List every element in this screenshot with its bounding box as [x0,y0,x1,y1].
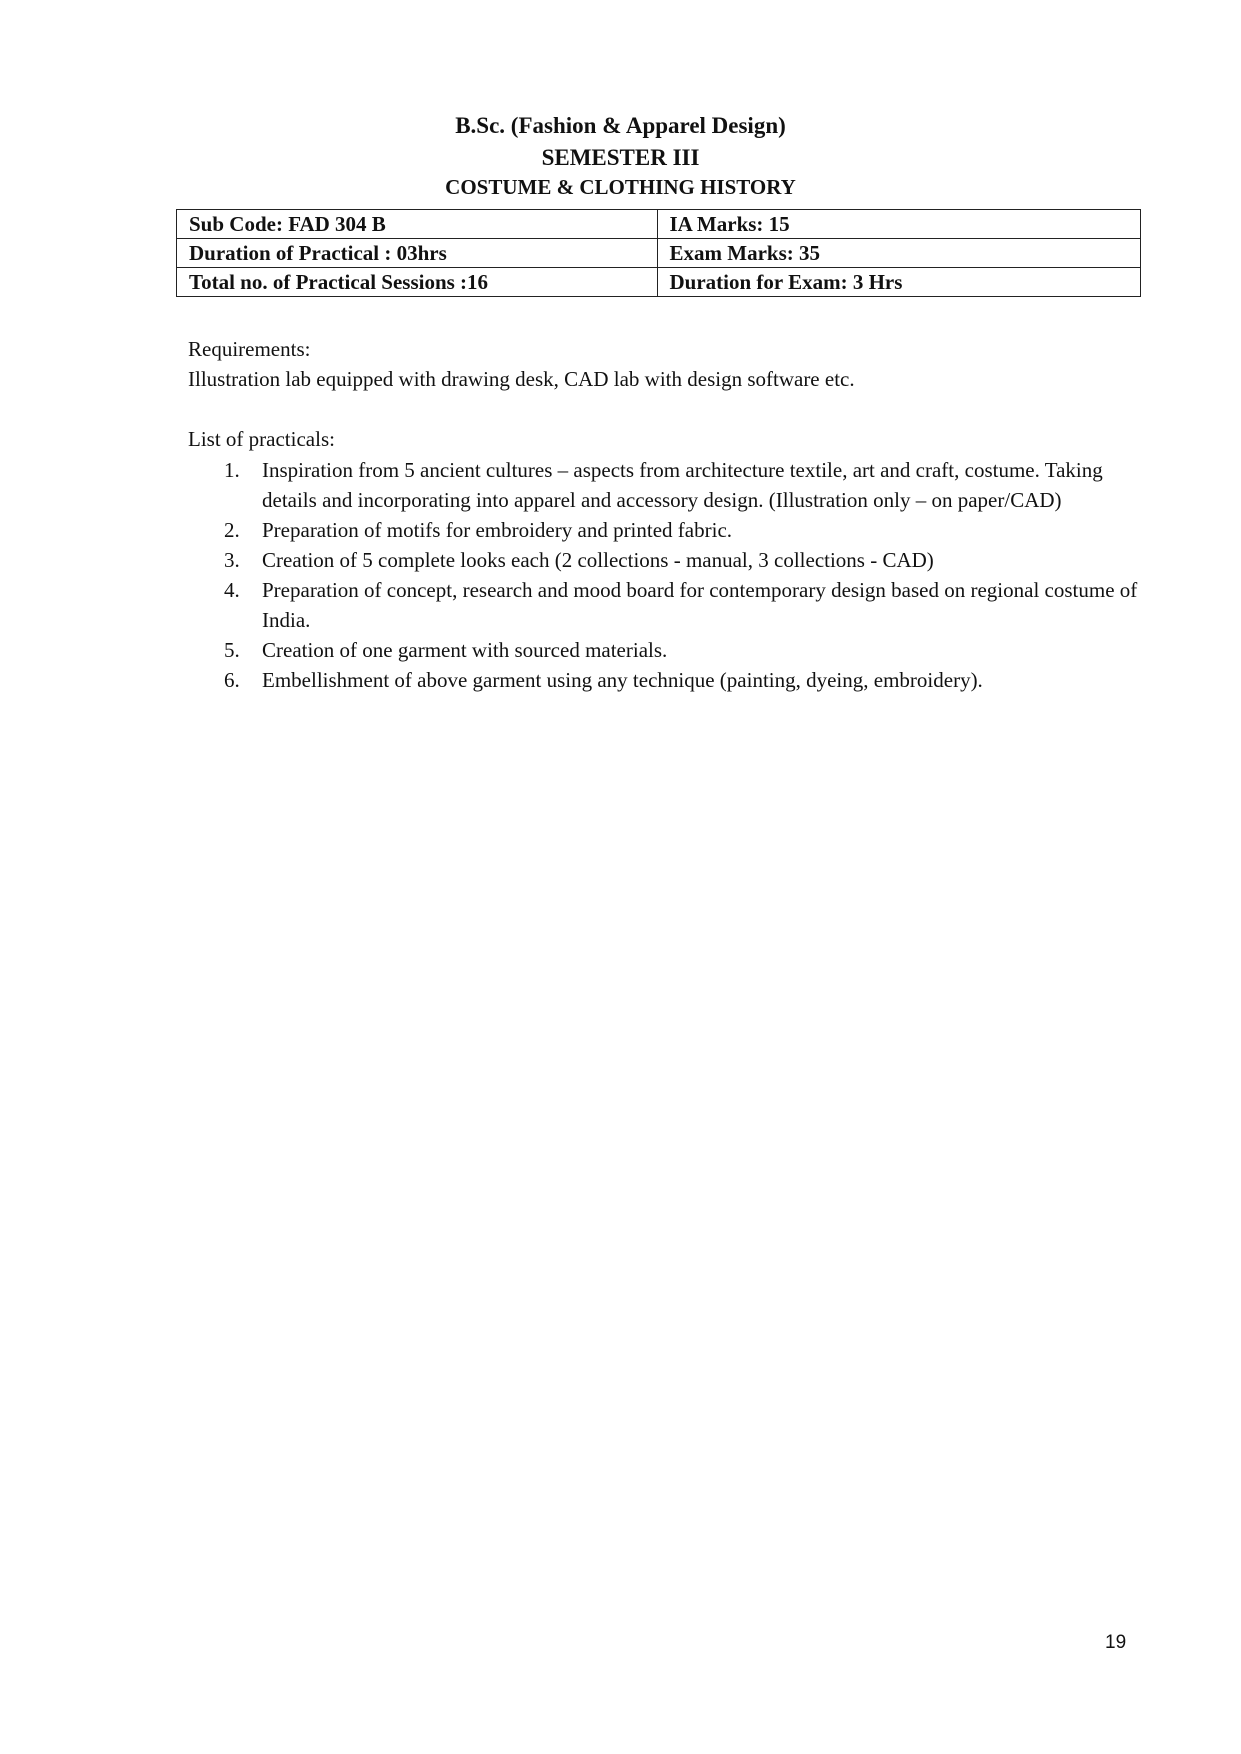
list-item [224,455,1144,515]
practicals-label: List of practicals: [188,427,335,451]
list-item-number: 5. [224,638,240,662]
list-item-text: Preparation of motifs for embroidery and printed fabric. [262,518,733,542]
table-row [177,210,1141,239]
list-item [224,635,1144,665]
exam-duration-cell: Duration for Exam: 3 Hrs [657,268,1141,297]
list-item-text: Preparation of concept, research and mood board for contemporary design based on regional costume of India. [262,578,1138,632]
list-item-number: 6. [224,668,240,692]
sub-code-cell: Sub Code: FAD 304 B [177,210,658,239]
program-title: B.Sc. (Fashion & Apparel Design) [455,113,786,138]
list-item-text: Creation of one garment with sourced materials. [262,638,668,662]
semester-title: SEMESTER III [541,145,700,170]
list-item-number: 2. [224,518,240,542]
list-item [224,515,1144,545]
practicals-list [224,455,1144,695]
list-item-number: 3. [224,548,240,572]
requirements-label: Requirements: [188,337,311,361]
list-item [224,575,1144,635]
list-item-text: Creation of 5 complete looks each (2 collections - manual, 3 collections - CAD) [262,548,934,572]
practical-duration-cell: Duration of Practical : 03hrs [177,239,658,268]
course-title: COSTUME & CLOTHING HISTORY [445,175,796,199]
total-sessions-cell: Total no. of Practical Sessions :16 [177,268,658,297]
list-item [224,665,1144,695]
table-row [177,268,1141,297]
ia-marks-cell: IA Marks: 15 [657,210,1141,239]
list-item-number: 1. [224,458,240,482]
course-info-table [176,209,1141,297]
requirements-text: Illustration lab equipped with drawing desk, CAD lab with design software etc. [188,367,855,391]
table-row [177,239,1141,268]
list-item [224,545,1144,575]
page-number: 19 [1105,1632,1127,1653]
exam-marks-cell: Exam Marks: 35 [657,239,1141,268]
list-item-text: Embellishment of above garment using any technique (painting, dyeing, embroidery). [262,668,983,692]
list-item-text: Inspiration from 5 ancient cultures – aspects from architecture textile, art and craft, costume. Taking details and incorporating into apparel and accessory design. (Illustration only – on paper/CAD) [262,458,1103,512]
list-item-number: 4. [224,578,240,602]
